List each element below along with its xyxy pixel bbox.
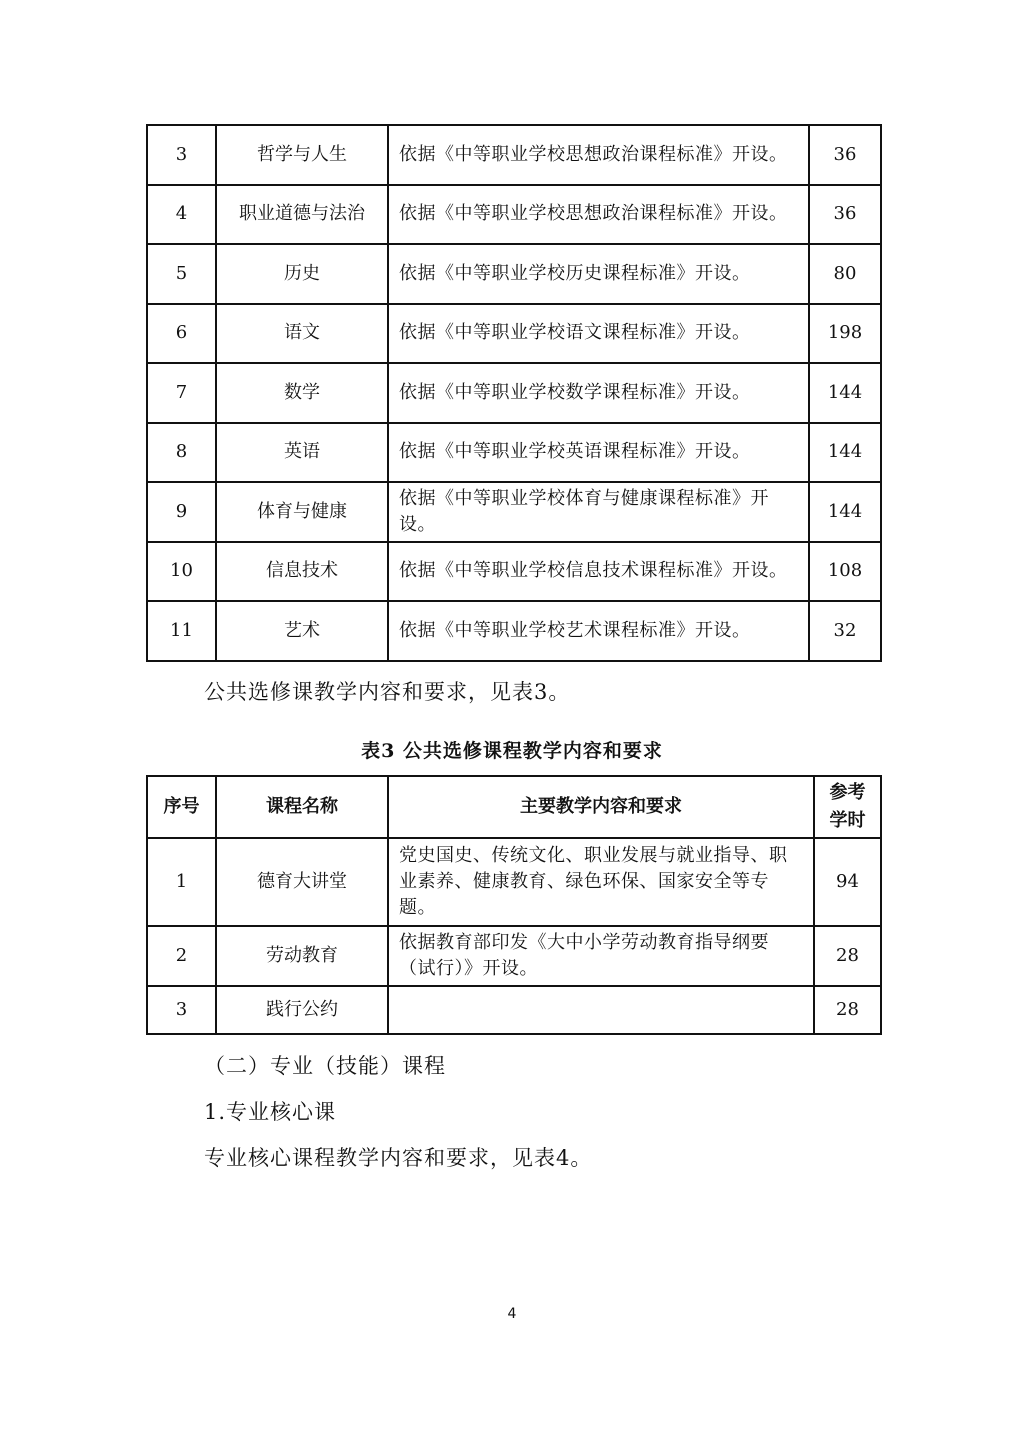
cell-desc: 依据《中等职业学校体育与健康课程标准》开设。 xyxy=(388,482,809,542)
cell-hours: 32 xyxy=(809,601,881,661)
cell-no: 6 xyxy=(147,304,216,364)
cell-desc: 依据《中等职业学校艺术课程标准》开设。 xyxy=(388,601,809,661)
cell-desc: 党史国史、传统文化、职业发展与就业指导、职业素养、健康教育、绿色环保、国家安全等专题。 xyxy=(388,838,814,926)
cell-name: 数学 xyxy=(216,363,388,423)
cell-hours: 108 xyxy=(809,542,881,602)
table-row xyxy=(147,926,881,986)
header-desc: 主要教学内容和要求 xyxy=(388,776,814,838)
cell-name: 职业道德与法治 xyxy=(216,185,388,245)
table-3-caption: 表3 公共选修课程教学内容和要求 xyxy=(361,740,663,762)
cell-hours: 36 xyxy=(809,185,881,245)
cell-no: 4 xyxy=(147,185,216,245)
cell-no: 9 xyxy=(147,482,216,542)
cell-desc: 依据《中等职业学校思想政治课程标准》开设。 xyxy=(388,185,809,245)
para-core-courses: 专业核心课程教学内容和要求，见表4。 xyxy=(204,1146,593,1170)
cell-name: 德育大讲堂 xyxy=(216,838,388,926)
cell-hours: 28 xyxy=(814,986,881,1034)
table-2-continued xyxy=(146,124,882,662)
table-row xyxy=(147,601,881,661)
table-row xyxy=(147,304,881,364)
table-row xyxy=(147,363,881,423)
table-3 xyxy=(146,775,882,1035)
table-row xyxy=(147,423,881,483)
cell-desc: 依据《中等职业学校信息技术课程标准》开设。 xyxy=(388,542,809,602)
table-row xyxy=(147,838,881,926)
cell-no: 8 xyxy=(147,423,216,483)
cell-name: 英语 xyxy=(216,423,388,483)
cell-desc xyxy=(388,986,814,1034)
table-row xyxy=(147,542,881,602)
cell-desc: 依据《中等职业学校数学课程标准》开设。 xyxy=(388,363,809,423)
cell-hours: 144 xyxy=(809,482,881,542)
cell-no: 11 xyxy=(147,601,216,661)
cell-name: 践行公约 xyxy=(216,986,388,1034)
cell-hours: 80 xyxy=(809,244,881,304)
cell-name: 哲学与人生 xyxy=(216,125,388,185)
cell-no: 3 xyxy=(147,986,216,1034)
cell-desc: 依据《中等职业学校思想政治课程标准》开设。 xyxy=(388,125,809,185)
cell-hours: 94 xyxy=(814,838,881,926)
table-row xyxy=(147,986,881,1034)
page-number: 4 xyxy=(507,1306,517,1322)
table-row xyxy=(147,482,881,542)
header-hours: 参考学时 xyxy=(814,776,881,838)
cell-desc: 依据《中等职业学校历史课程标准》开设。 xyxy=(388,244,809,304)
table-row xyxy=(147,185,881,245)
cell-no: 2 xyxy=(147,926,216,986)
cell-hours: 144 xyxy=(809,423,881,483)
cell-name: 体育与健康 xyxy=(216,482,388,542)
cell-desc: 依据《中等职业学校语文课程标准》开设。 xyxy=(388,304,809,364)
table-row xyxy=(147,244,881,304)
cell-hours: 28 xyxy=(814,926,881,986)
cell-name: 信息技术 xyxy=(216,542,388,602)
cell-desc: 依据《中等职业学校英语课程标准》开设。 xyxy=(388,423,809,483)
heading-professional-courses: （二）专业（技能）课程 xyxy=(204,1054,446,1078)
cell-name: 艺术 xyxy=(216,601,388,661)
cell-name: 历史 xyxy=(216,244,388,304)
cell-no: 7 xyxy=(147,363,216,423)
heading-core-courses: 1.专业核心课 xyxy=(204,1100,337,1124)
cell-name: 语文 xyxy=(216,304,388,364)
cell-no: 5 xyxy=(147,244,216,304)
cell-hours: 36 xyxy=(809,125,881,185)
para-public-elective: 公共选修课教学内容和要求，见表3。 xyxy=(204,680,571,704)
header-no: 序号 xyxy=(147,776,216,838)
cell-no: 3 xyxy=(147,125,216,185)
cell-desc: 依据教育部印发《大中小学劳动教育指导纲要（试行）》开设。 xyxy=(388,926,814,986)
cell-hours: 198 xyxy=(809,304,881,364)
table-row xyxy=(147,125,881,185)
cell-no: 1 xyxy=(147,838,216,926)
header-name: 课程名称 xyxy=(216,776,388,838)
table-header-row xyxy=(147,776,881,838)
cell-hours: 144 xyxy=(809,363,881,423)
cell-name: 劳动教育 xyxy=(216,926,388,986)
cell-no: 10 xyxy=(147,542,216,602)
